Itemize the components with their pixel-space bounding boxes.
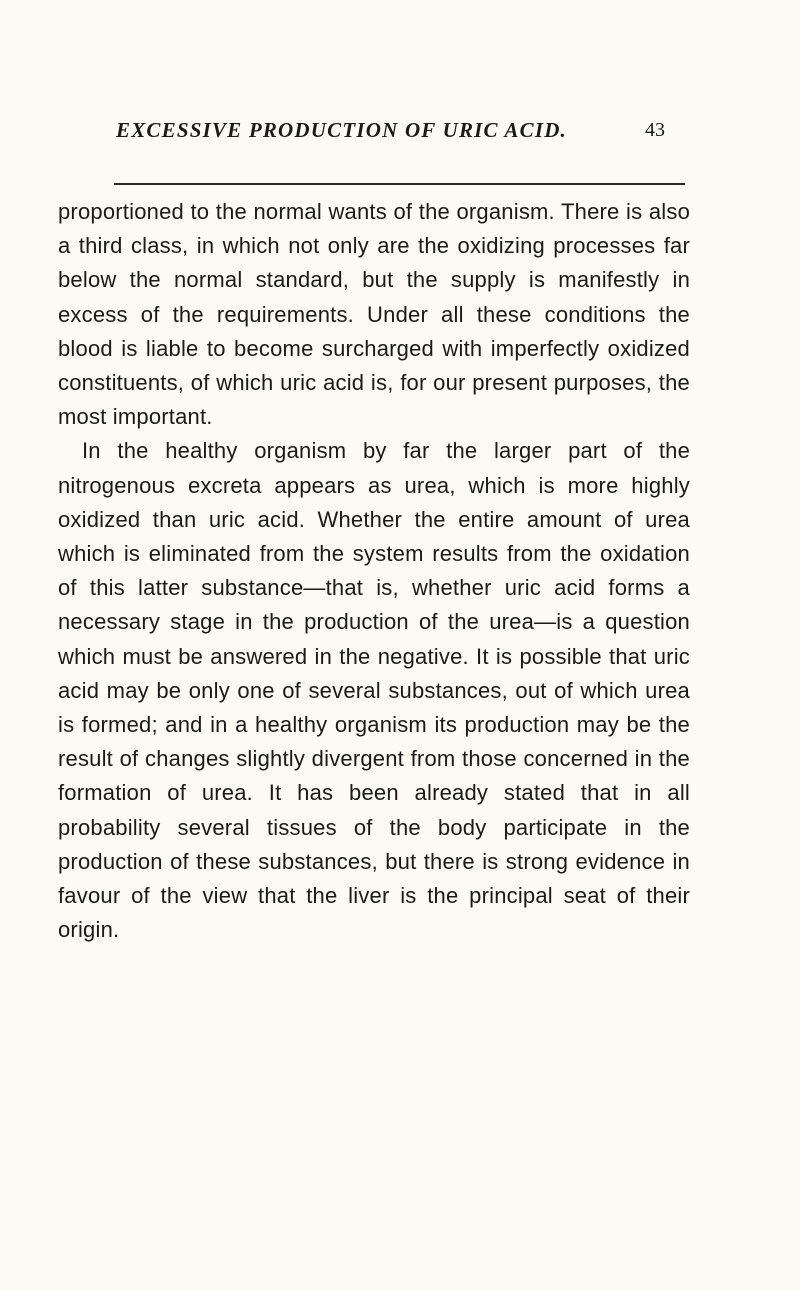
running-title: EXCESSIVE PRODUCTION OF URIC ACID.: [116, 118, 568, 142]
paragraph-continued: proportioned to the normal wants of the organism. There is also a third class, in which not only are the oxidizing processes far below the normal standard, but the supply is manifestly in excess of the requirements. Under all these conditions the blood is liable to become surcharged with imperfectly oxidized constituents, of which uric acid is, for our present purposes, the most important.: [58, 199, 690, 430]
paragraph: In the healthy organism by far the larger part of the nitrogenous excreta appears as urea, which is more highly oxidized than uric acid. Whether the entire amount of urea which is eliminated from the system results from the oxidation of this latter substance—that is, whether uric acid forms a necessary stage in the production of the urea—is a question which must be answered in the negative. It is possible that uric acid may be only one of several substances, out of which urea is formed; and in a healthy organism its production may be the result of changes slightly divergent from those concerned in the formation of urea. It has been already stated that in all probability several tissues of the body participate in the production of these substances, but there is strong evidence in favour of the view that the liver is the principal seat of their origin.: [58, 438, 690, 943]
running-head: [110, 118, 690, 148]
page-number: 43: [645, 119, 665, 141]
body-text: [58, 195, 690, 947]
header-rule: [114, 183, 685, 185]
